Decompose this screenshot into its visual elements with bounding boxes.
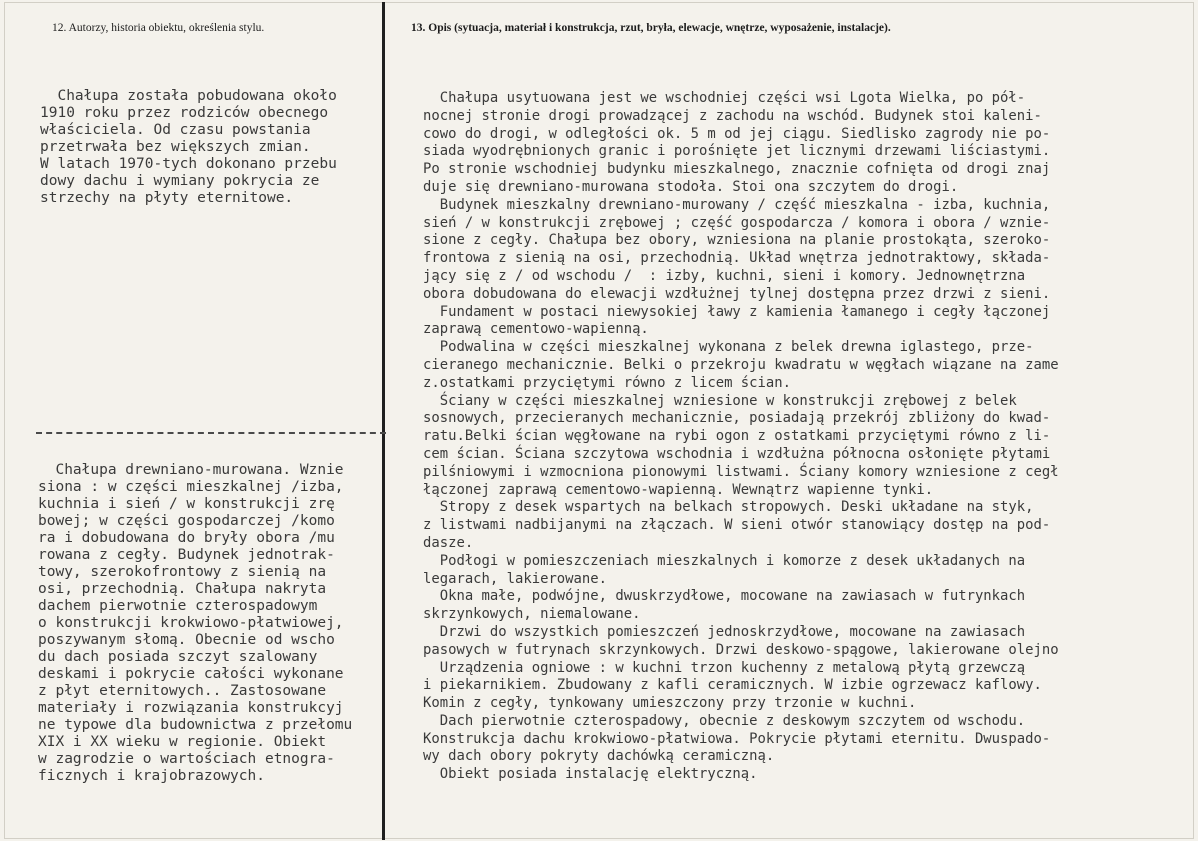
dashed-separator <box>36 432 386 434</box>
history-text: Chałupa została pobudowana około 1910 roku przez rodziców obecnego właściciela. Od czasu powstania przetrwała bez większych zmian. W latach 1970-tych dokonano przebu dowy dachu i wymiany pokrycia ze strzechy na płyty eternitowe. <box>40 88 337 206</box>
section-12-header: 12. Autorzy, historia obiektu, określenia stylu. <box>52 22 265 34</box>
column-divider <box>382 2 385 840</box>
summary-text: Chałupa drewniano-murowana. Wznie siona : w części mieszkalnej /izba, kuchnia i sień / w konstrukcji zrę bowej; w części gospodarczej /komo ra i dobudowana do bryły obora /mu rowana z cegły. Budynek jednotrak- towy, szerokofrontowy z sienią na osi, przechodnią. Chałupa nakryta dachem pierwotnie czterospadowym o konstrukcji krokwiowo-płatwiowej, poszywanym słomą. Obecnie od wscho du dach posiada szczyt szalowany deskami i pokrycie całości wykonane z płyt eternitowych.. Zastosowane materiały i rozwiązania konstrukcyj ne typowe dla budownictwa z przełomu XIX i XX wieku w regionie. Obiekt w zagrodzie o wartościach etnogra- ficznych i krajobrazowych. <box>38 462 353 784</box>
description-text: Chałupa usytuowana jest we wschodniej części wsi Lgota Wielka, po pół- nocnej stronie drogi prowadzącej z zachodu na wschód. Budynek stoi kaleni- cowo do drogi, w odległości ok. 5 m od jej ciągu. Siedlisko zagrody nie po- siada wyodrębnionych granic i porośnięte jet licznymi drzewami liściastymi. Po stronie wschodniej budynku mieszkalnego, znacznie cofnięta od drogi znaj duje się drewniano-murowana stodoła. Stoi ona szczytem do drogi. Budynek mieszkalny drewniano-murowany / część mieszkalna - izba, kuchnia, sień / w konstrukcji zrębowej ; część gospodarcza / komora i obora / wznie- sione z cegły. Chałupa bez obory, wzniesiona na planie prostokąta, szeroko- frontowa z sienią na osi, przechodnią. Układ wnętrza jednotraktowy, składa- jący się z / od wschodu / : izby, kuchni, sieni i komory. Jednownętrzna obora dobudowana do elewacji wzdłużnej tylnej dostępna przez drzwi z sieni. Fundament w postaci niewysokiej ławy z kamienia łamanego i cegły łączonej zaprawą cementowo-wapienną. Podwalina w części mieszkalnej wykonana z belek drewna iglastego, prze- cieranego mechanicznie. Belki o przekroju kwadratu w węgłach wiązane na zame z.ostatkami przyciętymi równo z licem ścian. Ściany w części mieszkalnej wzniesione w konstrukcji zrębowej z belek sosnowych, przecieranych mechanicznie, posiadają przekrój zbliżony do kwad- ratu.Belki ścian węgłowane na rybi ogon z ostatkami przyciętymi równo z li- cem ścian. Ściana szczytowa wschodnia i wzdłużna północna osłonięte płytami pilśniowymi i wzmocniona pionowymi listwami. Ściany komory wzniesione z cegł łączonej zaprawą cementowo-wapienną. Wewnątrz wapienne tynki. Stropy z desek wspartych na belkach stropowych. Deski układane na styk, z listwami nadbijanymi na złączach. W sieni otwór stanowiący dostęp na pod- dasze. Podłogi w pomieszczeniach mieszkalnych i komorze z desek układanych na legarach, lakierowane. Okna małe, podwójne, dwuskrzydłowe, mocowane na zawiasach w futrynkach skrzynkowych, niemalowane. Drzwi do wszystkich pomieszczeń jednoskrzydłowe, mocowane na zawiasach pasowych w futrynach skrzynkowych. Drzwi deskowo-spągowe, lakierowane olejno Urządzenia ogniowe : w kuchni trzon kuchenny z metalową płytą grzewczą i piekarnikiem. Zbudowany z kafli ceramicznych. W izbie ogrzewacz kaflowy. Komin z cegły, tynkowany umieszczony przy trzonie w kuchni. Dach pierwotnie czterospadowy, obecnie z deskowym szczytem od wschodu. Konstrukcja dachu krokwiowo-płatwiowa. Pokrycie płytami eternitu. Dwuspado- wy dach obory pokryty dachówką ceramiczną. Obiekt posiada instalację elektryczną. <box>423 90 1059 783</box>
section-13-header: 13. Opis (sytuacja, materiał i konstrukcja, rzut, bryła, elewacje, wnętrze, wyposażenie, instalacje). <box>411 22 891 34</box>
